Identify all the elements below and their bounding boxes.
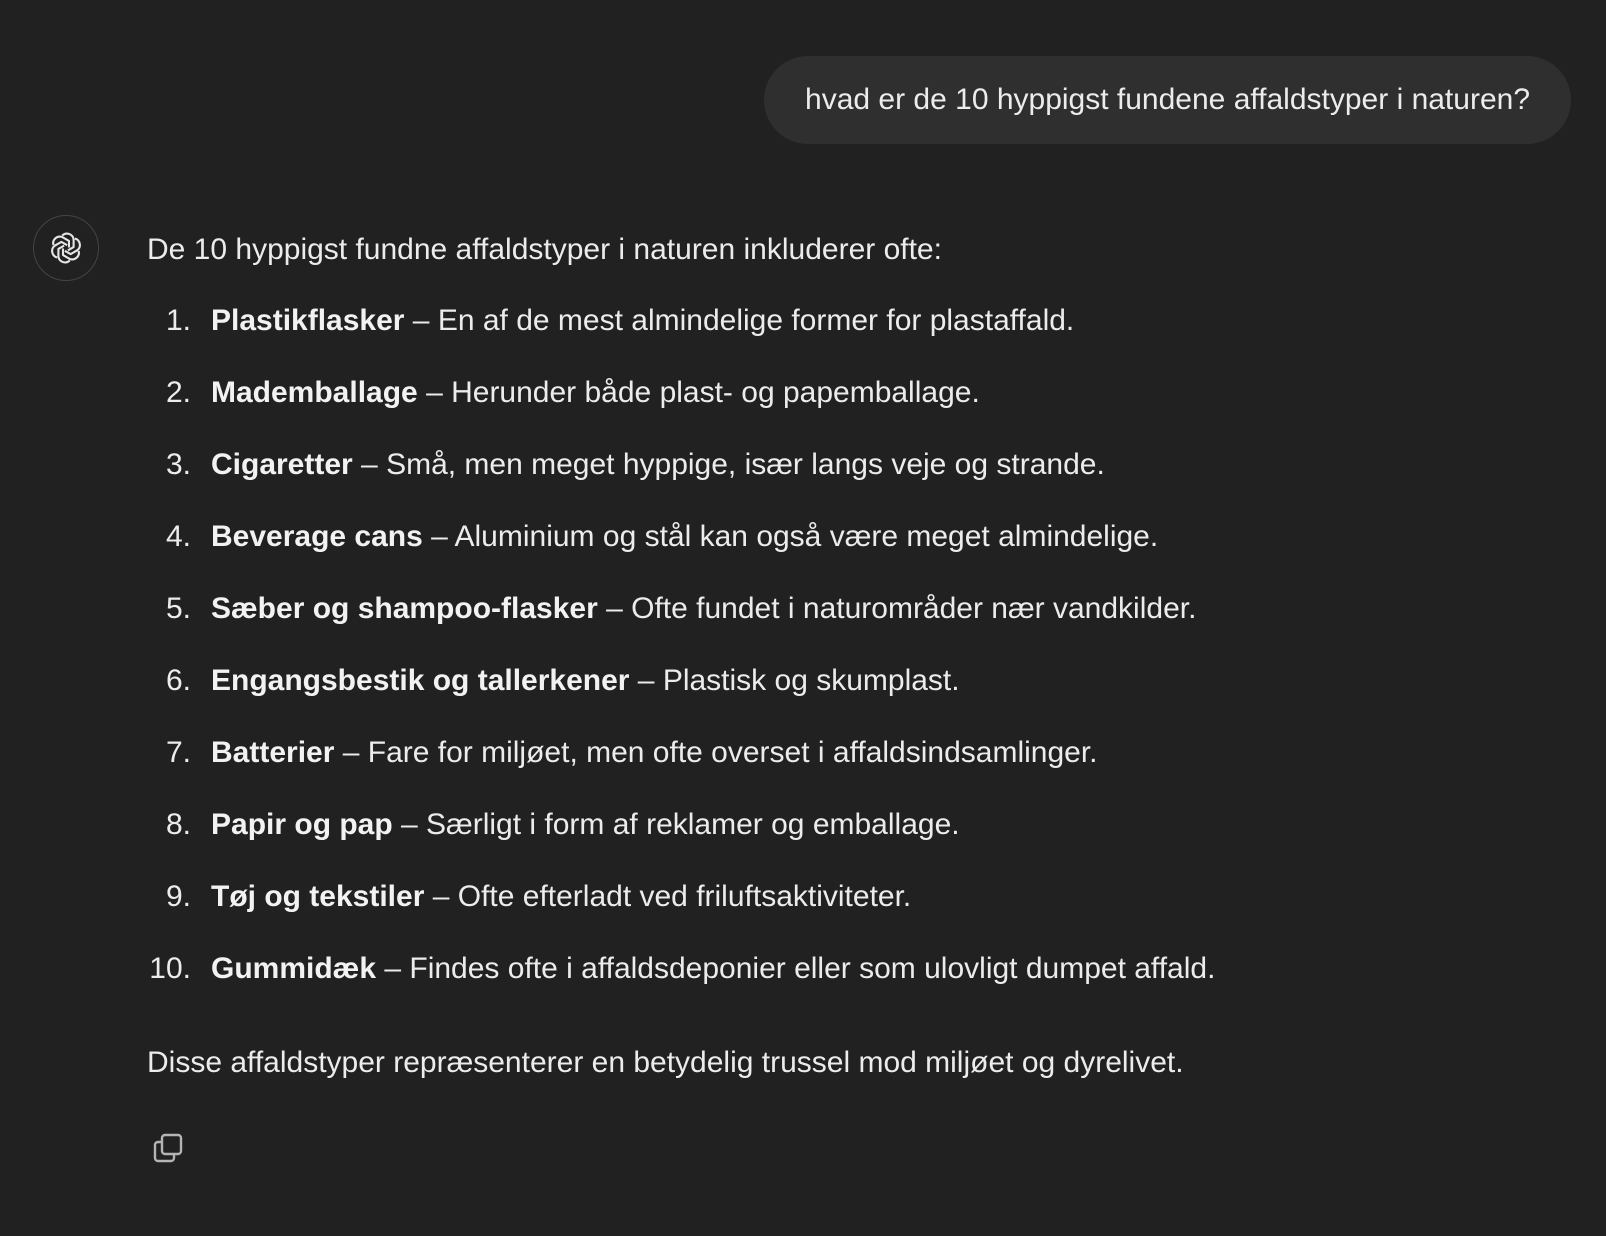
list-item-title: Plastikflasker bbox=[211, 304, 405, 337]
list-item-number: 1. bbox=[165, 304, 191, 337]
list-item-description: – Ofte efterladt ved friluftsaktiviteter. bbox=[424, 880, 912, 913]
list-item bbox=[147, 587, 1567, 659]
list-item-title: Mademballage bbox=[211, 376, 418, 409]
list-item bbox=[147, 659, 1567, 731]
list-item bbox=[147, 443, 1567, 515]
list-item-title: Cigaretter bbox=[211, 448, 353, 481]
list-item-number: 7. bbox=[165, 736, 191, 769]
list-item-description: – Plastisk og skumplast. bbox=[629, 664, 960, 697]
copy-icon bbox=[152, 1132, 184, 1164]
list-item-title: Gummidæk bbox=[211, 952, 377, 985]
list-item-description: – Findes ofte i affaldsdeponier eller som ulovligt dumpet affald. bbox=[376, 952, 1216, 985]
list-item-title: Papir og pap bbox=[211, 808, 393, 841]
user-message-text: hvad er de 10 hyppigst fundene affaldstyper i naturen? bbox=[805, 83, 1530, 116]
list-item bbox=[147, 731, 1567, 803]
list-item-description: – Små, men meget hyppige, især langs veje og strande. bbox=[352, 448, 1105, 481]
answer-list bbox=[147, 299, 1567, 1019]
list-item bbox=[147, 371, 1567, 443]
list-item-number: 8. bbox=[165, 808, 191, 841]
list-item-title: Sæber og shampoo-flasker bbox=[211, 592, 598, 625]
list-item-number: 9. bbox=[165, 880, 191, 913]
list-item-description: – En af de mest almindelige former for plastaffald. bbox=[404, 304, 1075, 337]
list-item-description: – Særligt i form af reklamer og emballage. bbox=[392, 808, 960, 841]
assistant-intro: De 10 hyppigst fundne affaldstyper i naturen inkluderer ofte: bbox=[147, 233, 942, 266]
list-item-number: 6. bbox=[165, 664, 191, 697]
list-item-number: 10. bbox=[149, 952, 191, 985]
list-item bbox=[147, 803, 1567, 875]
assistant-message bbox=[147, 228, 1567, 1085]
list-item-description: – Herunder både plast- og papemballage. bbox=[417, 376, 980, 409]
openai-logo-icon bbox=[47, 229, 85, 267]
list-item bbox=[147, 875, 1567, 947]
list-item-description: – Ofte fundet i naturområder nær vandkilder. bbox=[597, 592, 1197, 625]
list-item bbox=[147, 299, 1567, 371]
user-message-bubble bbox=[764, 56, 1571, 144]
assistant-avatar bbox=[33, 215, 99, 281]
list-item-title: Engangsbestik og tallerkener bbox=[211, 664, 630, 697]
list-item-description: – Fare for miljøet, men ofte overset i affaldsindsamlinger. bbox=[334, 736, 1098, 769]
list-item-title: Beverage cans bbox=[211, 520, 423, 553]
list-item bbox=[147, 947, 1567, 1019]
copy-button[interactable] bbox=[150, 1130, 186, 1166]
list-item bbox=[147, 515, 1567, 587]
assistant-outro: Disse affaldstyper repræsenterer en betydelig trussel mod miljøet og dyrelivet. bbox=[147, 1046, 1184, 1079]
list-item-title: Tøj og tekstiler bbox=[211, 880, 425, 913]
list-item-number: 4. bbox=[165, 520, 191, 553]
list-item-title: Batterier bbox=[211, 736, 335, 769]
list-item-number: 3. bbox=[165, 448, 191, 481]
list-item-number: 2. bbox=[165, 376, 191, 409]
list-item-number: 5. bbox=[165, 592, 191, 625]
list-item-description: – Aluminium og stål kan også være meget almindelige. bbox=[422, 520, 1159, 553]
